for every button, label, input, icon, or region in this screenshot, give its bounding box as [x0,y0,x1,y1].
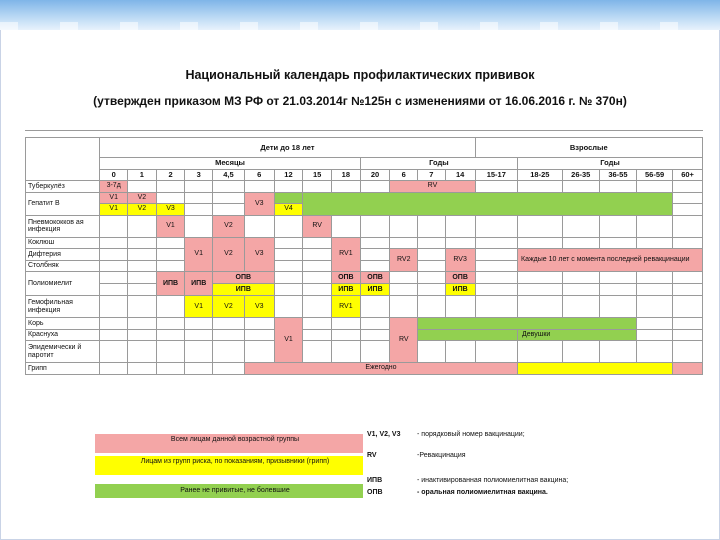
cell-hepb-v1: V1 [100,192,128,204]
legend-desc-opv: - оральная полиомиелитная вакцина. [417,489,548,496]
row-hib [26,296,703,318]
cell-tb-rv: RV [390,181,475,193]
cell-polio-opv2: ОПВ [332,272,361,284]
row-mumps [26,341,703,363]
row-pertussis [26,237,703,249]
header-years: Годы [360,158,517,170]
cell-hib-v1: V1 [185,296,213,318]
age-col: 4,5 [213,169,245,181]
cell-flu-risk [518,363,673,375]
legend-desc-ipv: - инактивированная полиомиелитная вакцина; [417,477,569,484]
cell-hepb-v2: V2 [128,192,157,204]
header-row-ages [26,169,703,181]
age-col: 36-55 [599,169,636,181]
row-influenza [26,363,703,375]
cell-polio-ipv6: ИПВ [445,284,475,296]
page-title: Национальный календарь профилактических прививок [185,68,535,82]
age-col: 12 [274,169,303,181]
cell-hepb-v3b: V3 [156,204,185,216]
row-diphtheria [26,249,703,261]
header-row-units [26,158,703,170]
cell-measles-catchup [418,318,637,330]
row-label: Пневмококков ая инфекция [26,215,100,237]
legend-desc-v: - порядковый номер вакцинации; [417,431,525,438]
cell-dtp-v3: V3 [244,237,274,272]
row-polio-1 [26,272,703,284]
cell-pneumo-v2: V2 [213,215,245,237]
legend-yellow-text: Лицам из групп риска, по показаниям, призывники (грипп) [140,458,330,465]
age-col: 2 [156,169,185,181]
row-label: Эпидемически й паротит [26,341,100,363]
age-col: 6 [244,169,274,181]
cell-rubella-girls: Девушки [518,329,637,341]
row-rubella [26,329,703,341]
row-label: Столбняк [26,260,100,272]
vaccination-calendar-table [25,137,703,375]
age-col: 56-59 [637,169,673,181]
cell-hib-rv1: RV1 [332,296,361,318]
cell-mmr-v1: V1 [274,318,303,363]
row-label: Гемофильная инфекция [26,296,100,318]
row-tuberculosis [26,181,703,193]
legend-code-opv: ОПВ [367,489,383,496]
row-measles [26,318,703,330]
age-col: 7 [418,169,446,181]
cell-polio-opv4: ОПВ [445,272,475,284]
legend-code-rv: RV [367,452,377,459]
cell-hepb-v1b: V1 [100,204,128,216]
cell-rubella-catchup [418,329,518,341]
cell-dtp-v2: V2 [213,237,245,272]
row-label: Полиомиелит [26,272,100,296]
age-col: 20 [360,169,390,181]
cell-hib-v3: V3 [244,296,274,318]
cell-dtp-v1: V1 [185,237,213,272]
row-label: Корь [26,318,100,330]
age-col: 14 [445,169,475,181]
cell-pneumo-v1: V1 [156,215,185,237]
age-col: 18-25 [518,169,563,181]
header-years-adult: Годы [518,158,703,170]
cell-hib-v2: V2 [213,296,245,318]
row-label: Коклюш [26,237,100,249]
cell-dt-rv3: RV3 [445,249,475,272]
age-col: 15-17 [475,169,518,181]
age-col: 0 [100,169,128,181]
row-pneumococcal [26,215,703,237]
age-col: 3 [185,169,213,181]
cell-polio-ipv5: ИПВ [360,284,390,296]
legend-green-text: Ранее не привитые, не болевшие [180,487,290,494]
cell-polio-opv1: ОПВ [213,272,275,284]
cell-flu-yearly: Ежегодно [244,363,517,375]
top-rule [25,130,703,131]
row-label: Дифтерия [26,249,100,261]
row-hepatitis-b-1 [26,192,703,204]
header-row-groups [26,138,703,158]
cell-dt-every10: Каждые 10 лет с момента последней ревакцинации [518,249,703,272]
legend-pink-text: Всем лицам данной возрастной группы [170,436,300,443]
legend-code-v: V1, V2, V3 [367,431,401,438]
cell-polio-ipv2: ИПВ [185,272,213,296]
header-months: Месяцы [100,158,360,170]
cell-hepb-v3: V3 [244,192,274,215]
sky-banner [0,0,720,30]
cell-polio-ipv3: ИПВ [213,284,275,296]
row-label: Грипп [26,363,100,375]
row-polio-2 [26,284,703,296]
cell-polio-ipv1: ИПВ [156,272,185,296]
cell-polio-ipv4: ИПВ [332,284,361,296]
age-col: 18 [332,169,361,181]
header-children: Дети до 18 лет [100,138,475,158]
cell-hepb-v4: V4 [274,204,303,216]
age-col: 6 [390,169,418,181]
age-col: 26-35 [562,169,599,181]
age-col: 15 [303,169,332,181]
page-subtitle: (утвержден приказом МЗ РФ от 21.03.2014г №125н с изменениями от 16.06.2016 г. № 370н) [93,94,627,108]
cell-dtp-rv1: RV1 [332,237,361,272]
age-col: 1 [128,169,157,181]
legend [95,431,703,500]
legend-code-ipv: ИПВ [367,477,383,484]
header-adults: Взрослые [475,138,702,158]
cell-bcg: 3-7д [100,181,128,193]
cell-polio-opv3: ОПВ [360,272,390,284]
row-label: Гепатит В [26,192,100,215]
cell-flu-60plus [673,363,703,375]
age-col: 60+ [673,169,703,181]
cell-hepb-v2b: V2 [128,204,157,216]
legend-desc-rv: -Ревакцинация [417,452,466,459]
row-label: Туберкулёз [26,181,100,193]
cell-mmr-rv: RV [390,318,418,363]
cell-pneumo-rv: RV [303,215,332,237]
cell-dt-rv2: RV2 [390,249,418,272]
row-label: Краснуха [26,329,100,341]
cell-hepb-catchup [303,192,673,215]
